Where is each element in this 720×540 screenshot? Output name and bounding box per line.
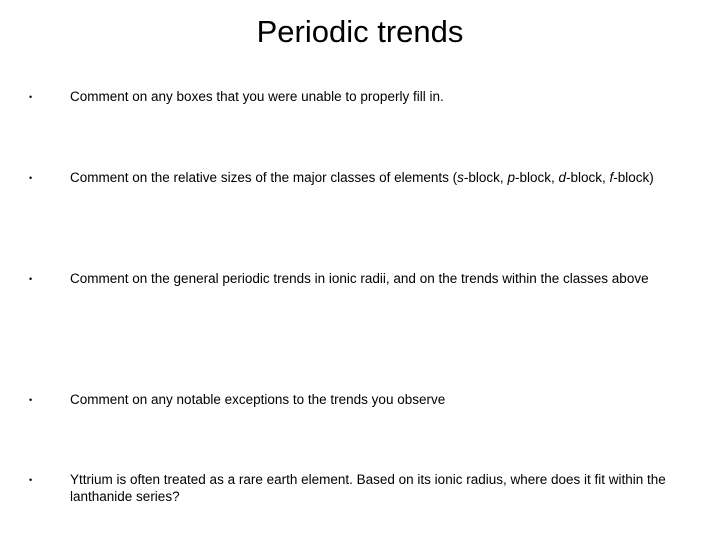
- p-block-letter: p: [507, 170, 515, 185]
- bullet-text: Comment on the general periodic trends in ionic radii, and on the trends within the classes above: [70, 271, 649, 286]
- bullet-dot-icon: •: [29, 395, 33, 405]
- d-block-suffix: -block,: [565, 170, 610, 185]
- bullet-dot-icon: •: [29, 274, 33, 284]
- d-block-letter: d: [558, 170, 566, 185]
- s-block-letter: s: [457, 170, 464, 185]
- p-block-suffix: -block,: [514, 170, 559, 185]
- bullet-text: Comment on any notable exceptions to the trends you observe: [70, 392, 446, 407]
- bullet-text: Yttrium is often treated as a rare earth element. Based on its ionic radius, where does it fit within the lanthanide series?: [70, 472, 666, 504]
- bullet-dot-icon: •: [29, 173, 33, 183]
- s-block-suffix: -block,: [463, 170, 508, 185]
- slide-title: Periodic trends: [256, 14, 464, 49]
- bullet-text-prefix: Comment on the relative sizes of the major classes of elements (: [70, 170, 458, 185]
- f-block-letter: f: [609, 170, 614, 185]
- bullet-text: Comment on any boxes that you were unable to properly fill in.: [70, 89, 444, 104]
- f-block-suffix: -block): [613, 170, 654, 185]
- bullet-dot-icon: •: [29, 475, 33, 485]
- bullet-dot-icon: •: [29, 92, 33, 102]
- bullet-text: [70, 169, 685, 186]
